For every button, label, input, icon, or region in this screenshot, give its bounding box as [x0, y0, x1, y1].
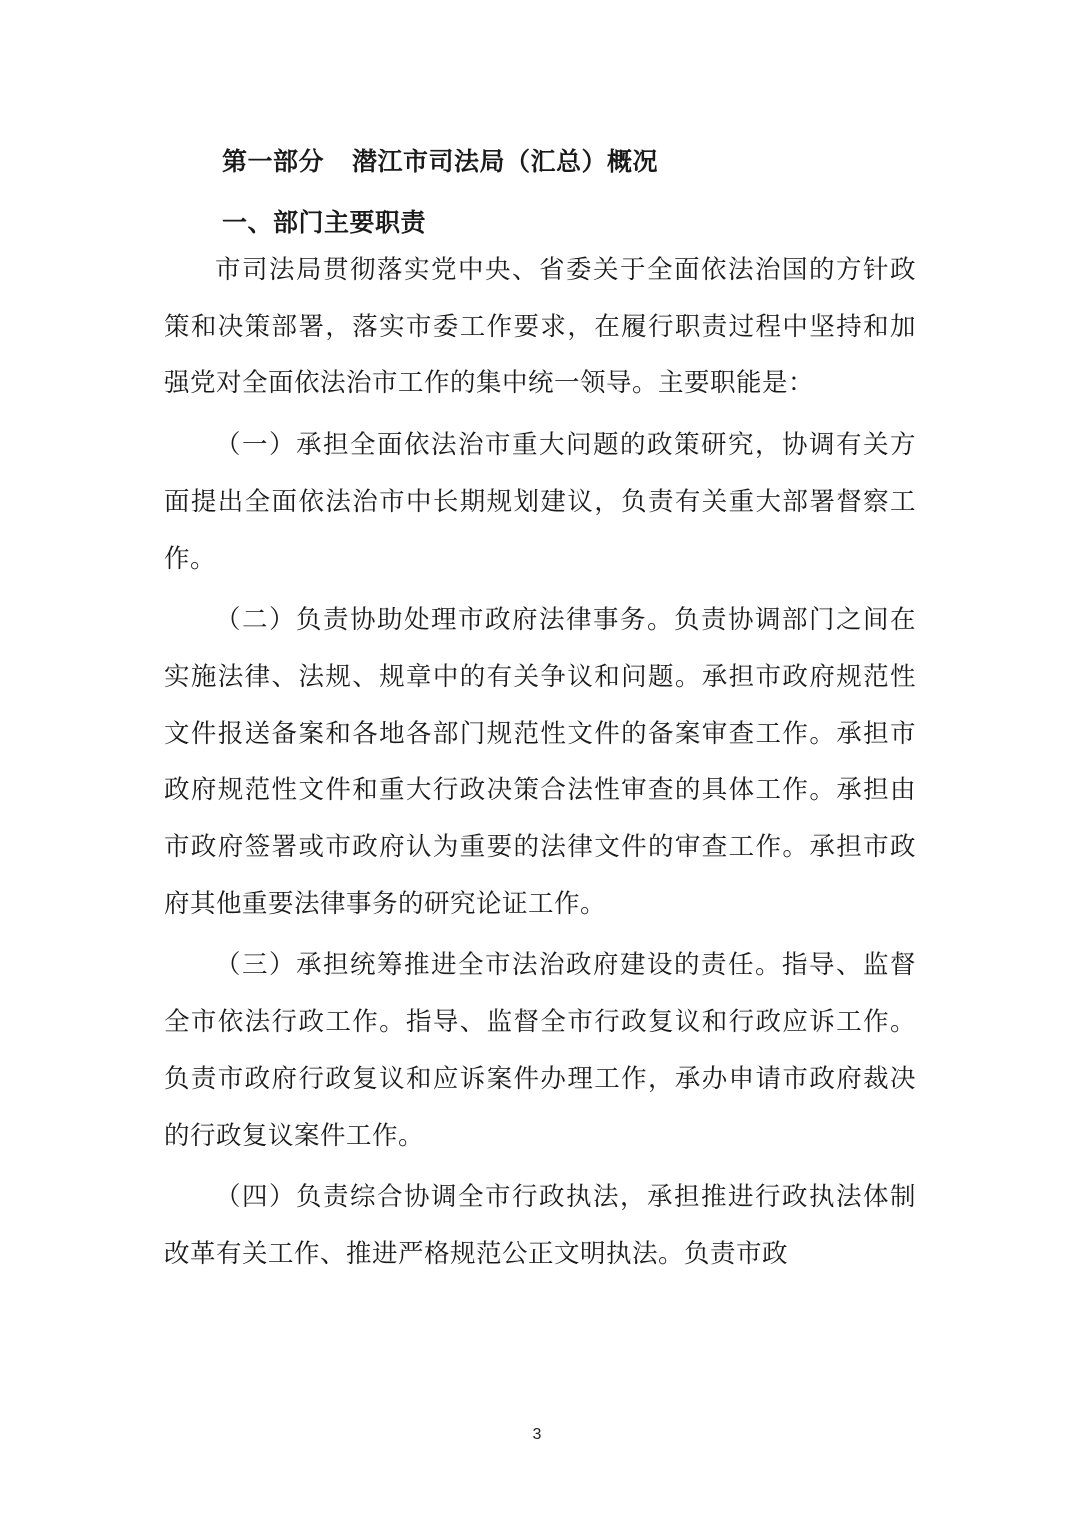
page-number: 3	[532, 1426, 542, 1443]
part-title-main: 潜江市司法局（汇总）概况	[352, 147, 659, 176]
paragraph-duty-3: （三）承担统筹推进全市法治政府建设的责任。指导、监督全市依法行政工作。指导、监督全市行政复议和行政应诉工作。负责市政府行政复议和应诉案件办理工作，承办申请市政府裁决的行政复议案件工作。	[164, 950, 916, 1151]
section-title: 一、部门主要职责	[222, 208, 427, 237]
paragraph-intro: 市司法局贯彻落实党中央、省委关于全面依法治国的方针政策和决策部署，落实市委工作要求，在履行职责过程中坚持和加强党对全面依法治市工作的集中统一领导。主要职能是：	[164, 255, 916, 399]
body-text	[164, 242, 916, 1283]
part-title	[222, 142, 658, 178]
paragraph-duty-2: （二）负责协助处理市政府法律事务。负责协调部门之间在实施法律、法规、规章中的有关争议和问题。承担市政府规范性文件报送备案和各地各部门规范性文件的备案审查工作。承担市政府规范性文件和重大行政决策合法性审查的具体工作。承担由市政府签署或市政府认为重要的法律文件的审查工作。承担市政府其他重要法律事务的研究论证工作。	[164, 605, 916, 919]
paragraph-duty-4: （四）负责综合协调全市行政执法，承担推进行政执法体制改革有关工作、推进严格规范公正文明执法。负责市政	[164, 1182, 916, 1269]
part-title-prefix: 第一部分	[222, 147, 325, 176]
paragraph-duty-1: （一）承担全面依法治市重大问题的政策研究，协调有关方面提出全面依法治市中长期规划建议，负责有关重大部署督察工作。	[164, 430, 916, 574]
